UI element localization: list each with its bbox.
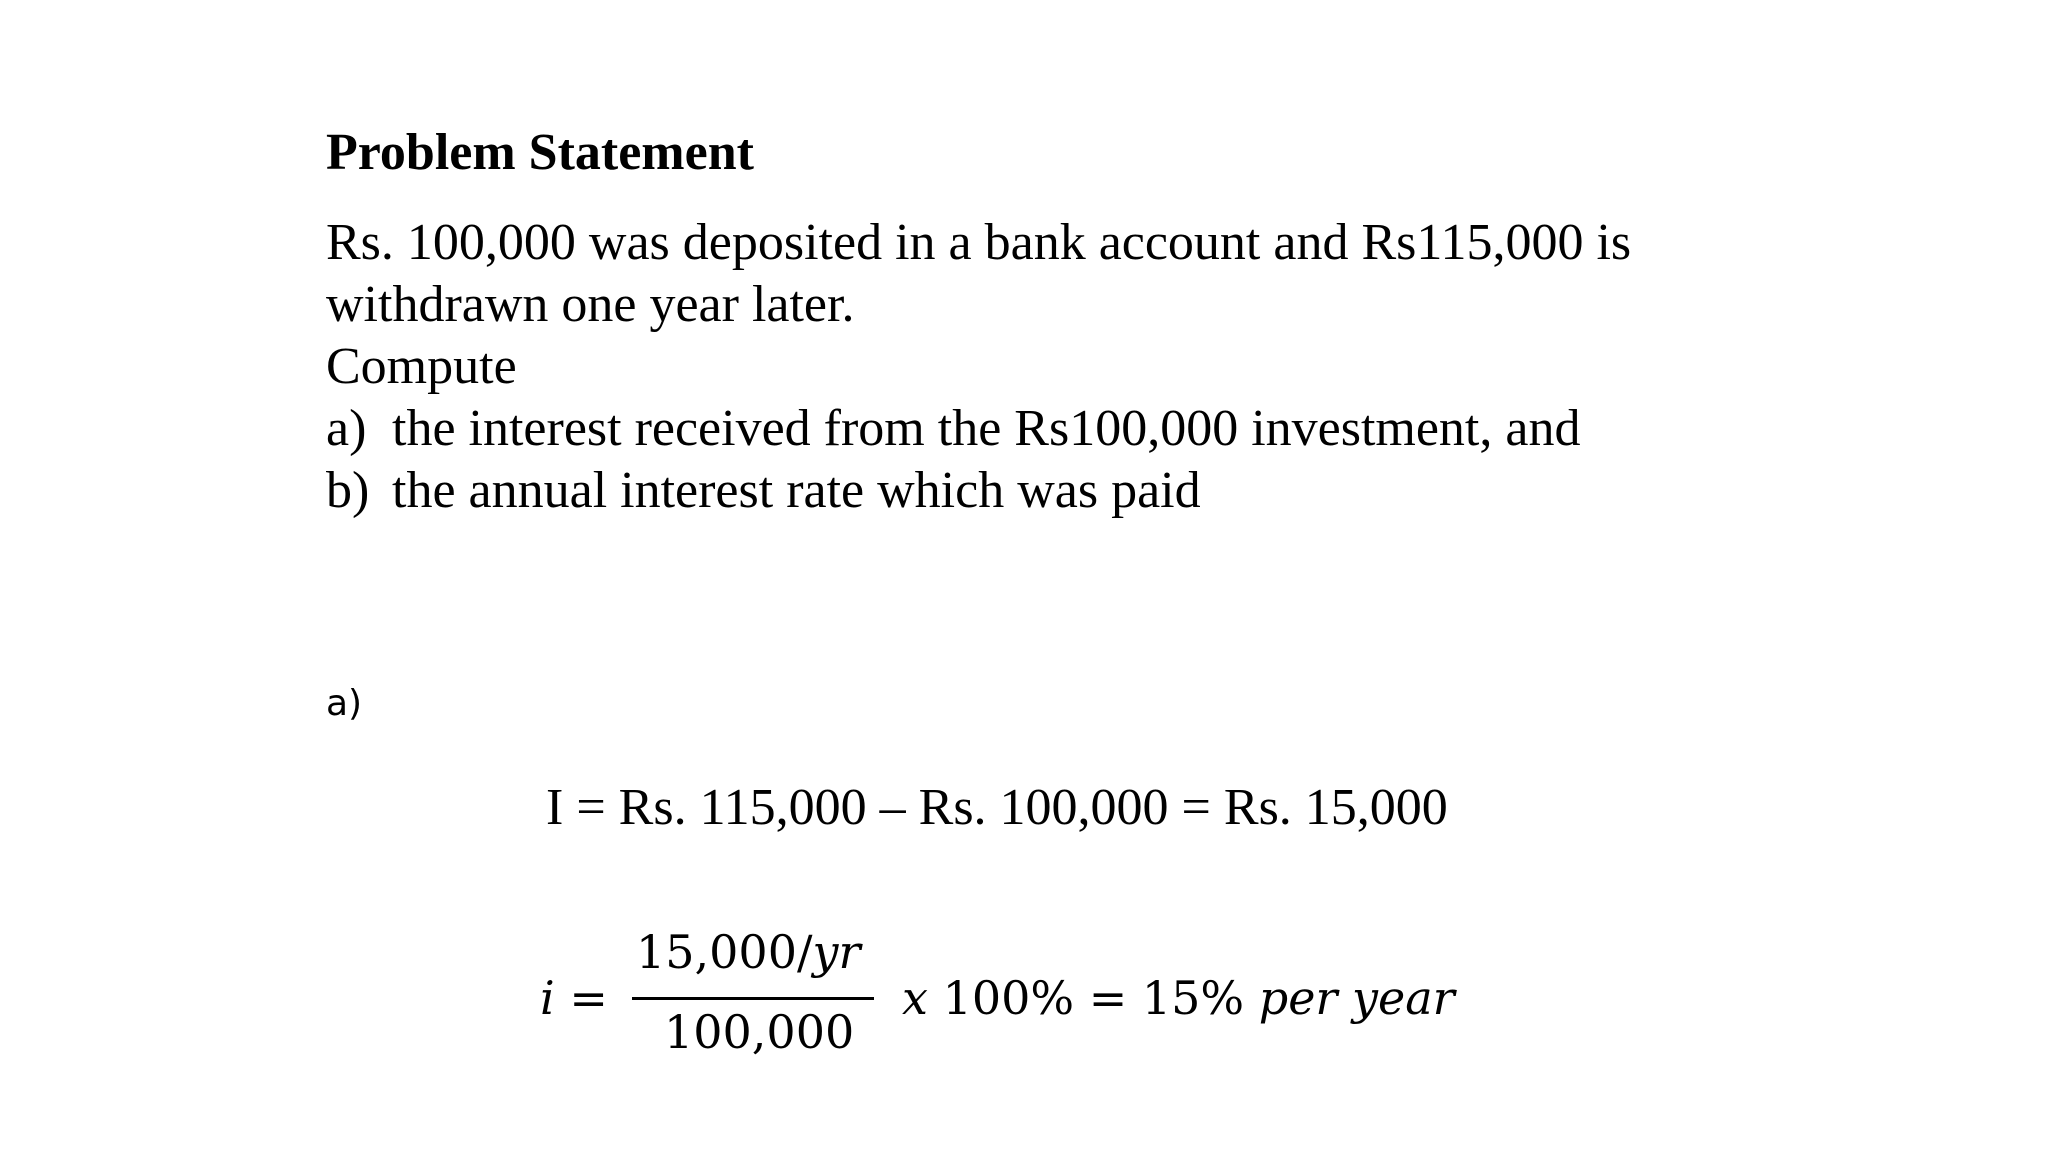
interest-rate-symbol: i <box>540 971 555 1025</box>
problem-item-b-text: the annual interest rate which was paid <box>392 462 1201 519</box>
multiplication-symbol: x <box>902 971 928 1025</box>
problem-item-a-text: the interest received from the Rs100,000 investment, and <box>392 400 1581 457</box>
problem-item-a <box>326 398 1631 460</box>
problem-line-1: Rs. 100,000 was deposited in a bank account and Rs115,000 is <box>326 214 1632 271</box>
result-unit: per year <box>1258 971 1455 1025</box>
numerator-value: 15,000/ <box>636 925 813 979</box>
problem-item-b-marker: b) <box>326 462 370 519</box>
problem-statement <box>326 212 1631 522</box>
problem-item-b <box>326 460 1631 522</box>
result-value: 15% <box>1141 971 1245 1025</box>
interest-equation: I = Rs. 115,000 – Rs. 100,000 = Rs. 15,000 <box>546 779 1448 836</box>
rate-fraction-numerator <box>636 924 860 980</box>
rate-equation-lhs <box>540 970 608 1026</box>
rate-equation-rhs <box>902 970 1455 1026</box>
rate-equals-sign: = <box>569 971 608 1025</box>
result-equals-sign: = <box>1088 971 1128 1025</box>
solution-part-label: a) <box>326 683 363 724</box>
percent-multiplier: 100% <box>942 971 1075 1025</box>
fraction-bar <box>632 997 874 1000</box>
compute-label: Compute <box>326 338 517 395</box>
problem-line-2: withdrawn one year later. <box>326 276 855 333</box>
slide-title: Problem Statement <box>326 123 754 181</box>
numerator-unit: yr <box>812 925 861 979</box>
problem-item-a-marker: a) <box>326 400 367 457</box>
rate-fraction-denominator: 100,000 <box>664 1005 855 1059</box>
